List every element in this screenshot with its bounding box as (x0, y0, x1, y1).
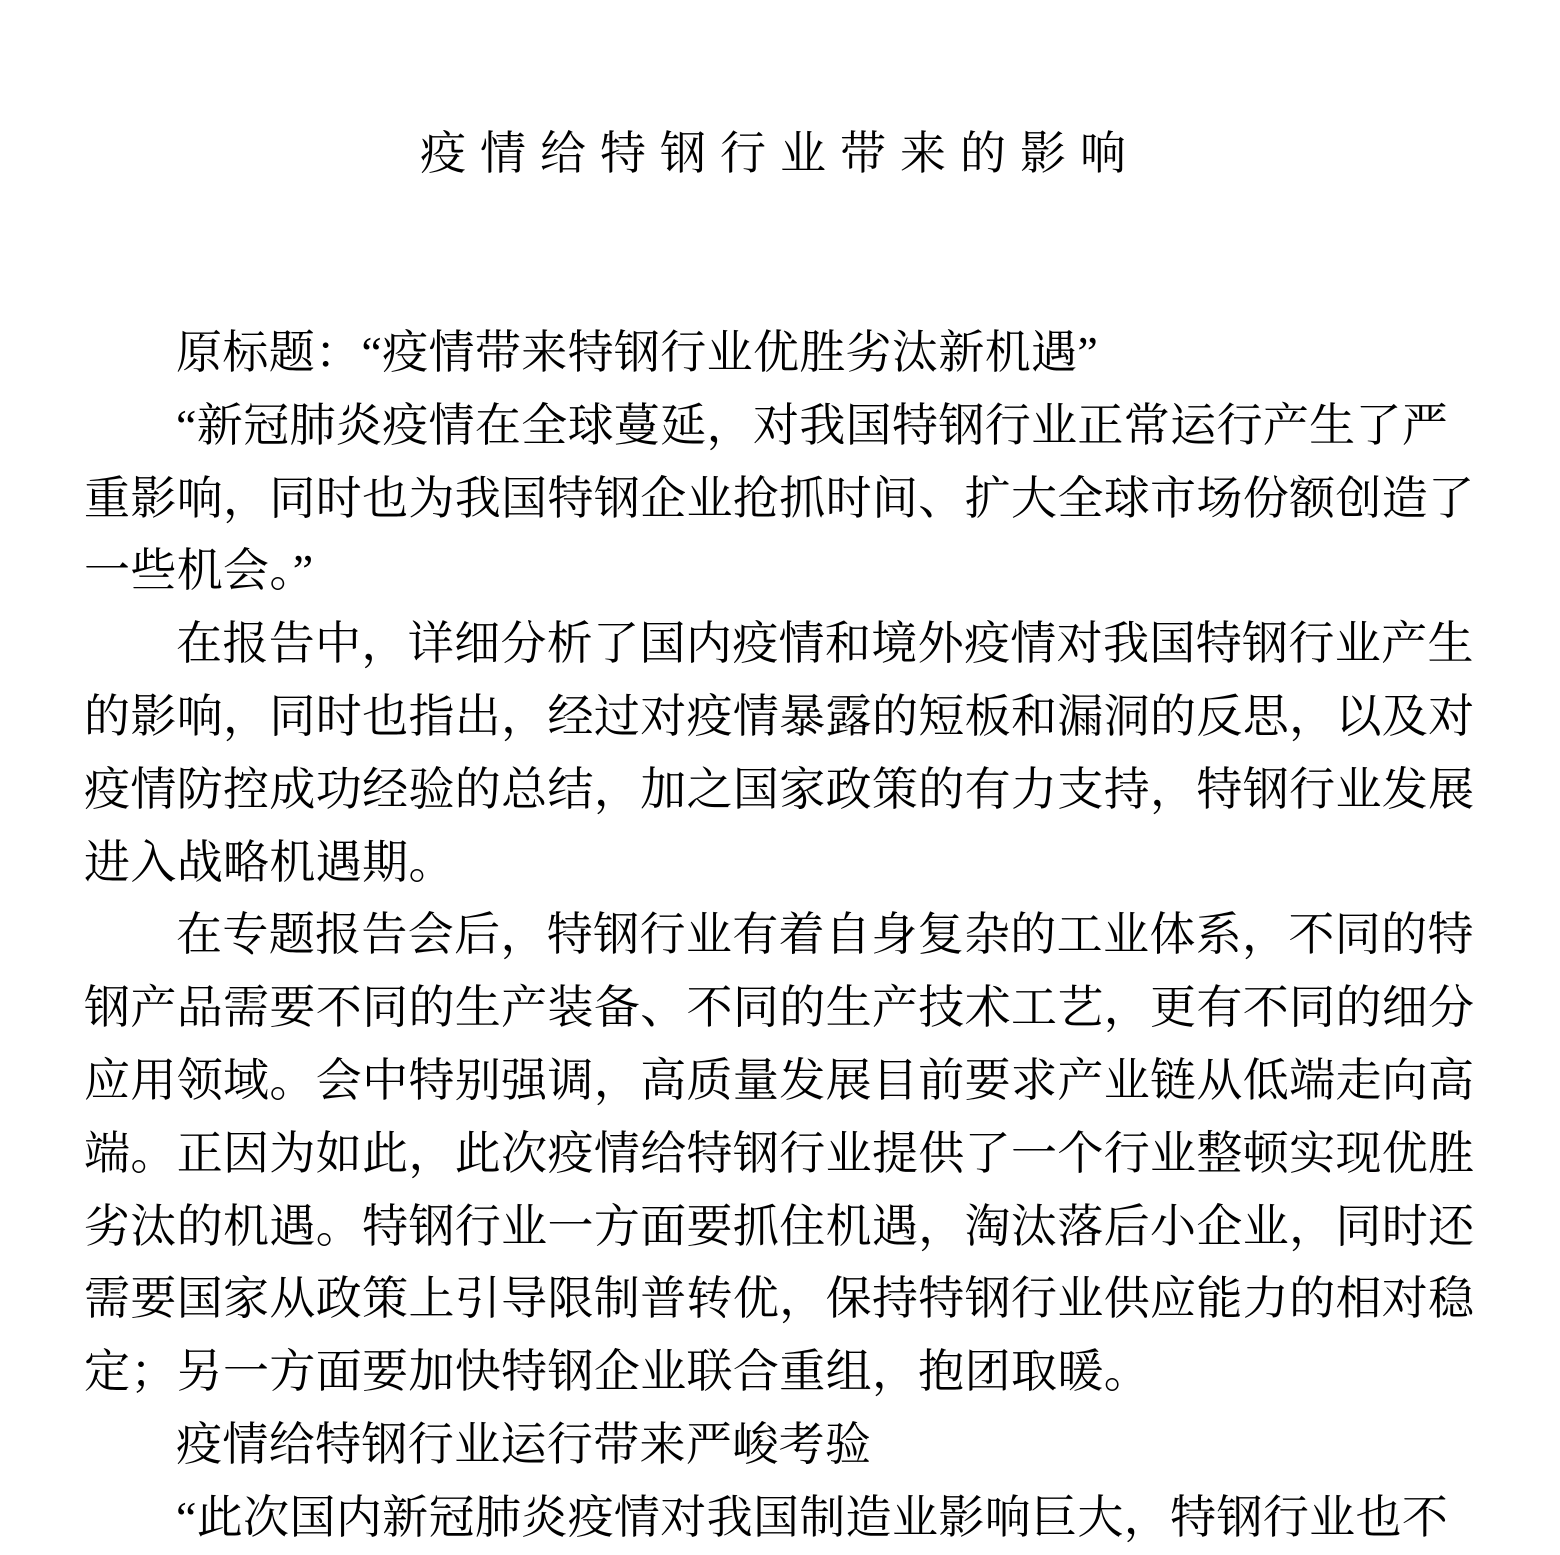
document-line: 定；另一方面要加快特钢企业联合重组，抱团取暖。 (84, 1346, 1151, 1398)
document-line: 进入战略机遇期。 (84, 836, 455, 888)
document-line: 在专题报告会后，特钢行业有着自身复杂的工业体系，不同的特 (176, 909, 1474, 961)
document-line: 应用领域。会中特别强调，高质量发展目前要求产业链从低端走向高 (84, 1054, 1475, 1106)
document-line: 端。正因为如此，此次疫情给特钢行业提供了一个行业整顿实现优胜 (84, 1127, 1475, 1179)
document-line: 需要国家从政策上引导限制普转优，保持特钢行业供应能力的相对稳 (84, 1273, 1475, 1325)
document-line: 在报告中，详细分析了国内疫情和境外疫情对我国特钢行业产生 (176, 618, 1474, 670)
document-line: 疫情给特钢行业运行带来严峻考验 (176, 1418, 872, 1470)
document-line: 原标题：“疫情带来特钢行业优胜劣汰新机遇” (176, 327, 1099, 378)
document-line: “新冠肺炎疫情在全球蔓延，对我国特钢行业正常运行产生了严 (176, 399, 1449, 451)
document-body (84, 317, 1476, 1555)
document-line: 疫情防控成功经验的总结，加之国家政策的有力支持，特钢行业发展 (84, 763, 1475, 815)
document-line: “此次国内新冠肺炎疫情对我国制造业影响巨大，特钢行业也不 (176, 1491, 1449, 1543)
document-line: 一些机会。” (84, 545, 314, 597)
document-title: 疫情给特钢行业带来的影响 (420, 128, 1140, 179)
document-line: 钢产品需要不同的生产装备、不同的生产技术工艺，更有不同的细分 (84, 982, 1475, 1034)
document-line: 重影响，同时也为我国特钢企业抢抓时间、扩大全球市场份额创造了 (84, 472, 1475, 524)
document-line: 劣汰的机遇。特钢行业一方面要抓住机遇，淘汰落后小企业，同时还 (84, 1200, 1475, 1252)
document-line: 的影响，同时也指出，经过对疫情暴露的短板和漏洞的反思，以及对 (84, 690, 1475, 742)
